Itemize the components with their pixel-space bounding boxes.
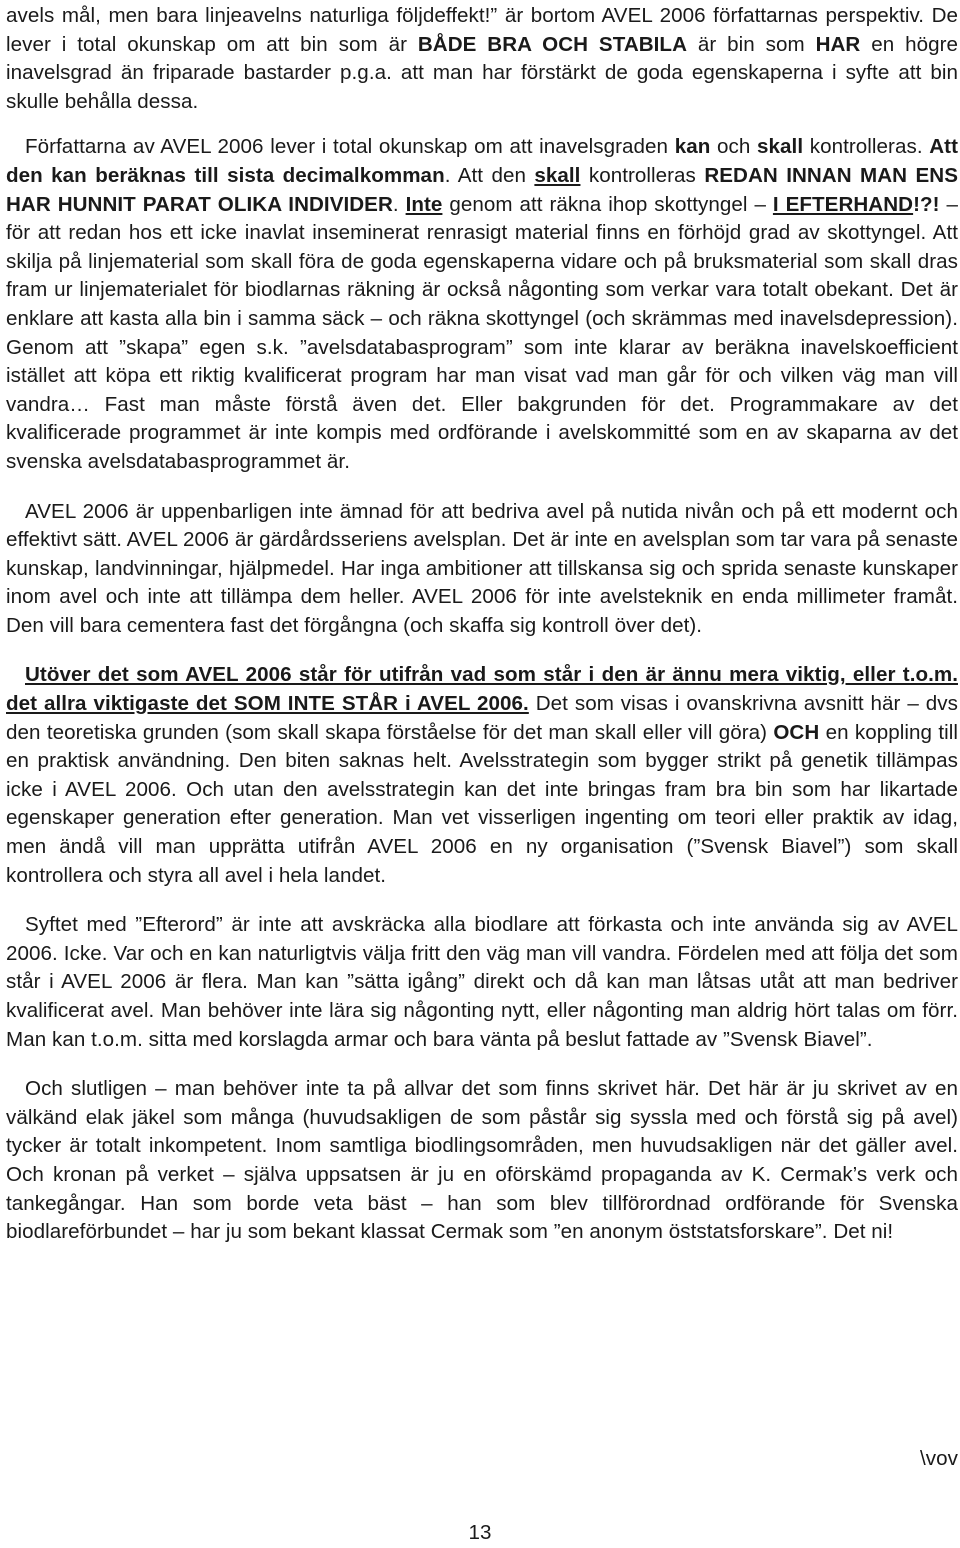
paragraph-6: Och slutligen – man behöver inte ta på allvar det som finns skrivet här. Det här är ju skrivet av en välkänd elak jäkel som många (huvudsakligen de som påstår sig syssla med och förstå sig på avel) tycker är totalt inkompetent. Inom samtliga biodlingsområden, men huvudsakligen när det gäller avel. Och kronan på verket – själva uppsatsen är ju en oförskämd propaganda av K. Cermak’s verk och tankegångar. Han som borde veta bäst – han som blev tillförordnad ordförande för Svenska biodlareförbundet – har ju som bekant klassat Cermak som ”en anonym öststatsforskare”. Det ni! <box>6 1077 958 1244</box>
author-signature: \vov <box>920 1447 958 1470</box>
paragraph-3: AVEL 2006 är uppenbarligen inte ämnad för att bedriva avel på nutida nivån och på ett modernt och effektivt sätt. AVEL 2006 är gärdårdsseriens avelsplan. Det är inte en avelsplan som tar vara på senaste kunskap, landvinningar, hjälpmedel. Har inga ambitioner att tillskansa sig och sprida senaste kunskaper inom avel och inte att tillämpa dem heller. AVEL 2006 för inte avelsteknik en enda millimeter framåt. Den vill bara cementera fast det förgångna (och skaffa sig kontroll över det). <box>6 499 958 637</box>
paragraph-2: Författarna av AVEL 2006 lever i total okunskap om att inavelsgraden kan och skall kontrolleras. Att den kan beräknas till sista decimalkomman. Att den skall kontrolleras REDAN INNAN MAN ENS HAR HUNNIT PARAT OLIKA INDIVIDER. Inte genom att räkna ihop skottyngel – I EFTERHAND!?! – för att redan hos ett icke inavlat inseminerat renrasigt material finns en förhöjd grad av skottyngel. Att skilja på linjematerial som skall föra de goda egenskaperna vidare och på bruksmaterial som skall dras fram ur linjematerialet för biodlarnas räkning är också någonting som verkar vara totalt obekant. Det är enklare att kasta alla bin i samma säck – och räkna skottyngel (och skrämmas med inavelsdepression). Genom att ”skapa” egen s.k. ”avelsdatabasprogram” som inte klarar av beräkna inavelskoefficient istället att köpa ett riktig kvalificerat program har man visat vad man går för och vilken väg man vill vandra… Fast man måste förstå även det. Eller bakgrunden för det. Programmakare av det kvalificerade programmet är inte kompis med ordförande i avelskommitté som en av skaparna av det svenska avelsdatabasprogrammet är. <box>6 135 958 473</box>
paragraph-5: Syftet med ”Efterord” är inte att avskräcka alla biodlare att förkasta och inte använda sig av AVEL 2006. Icke. Var och en kan naturligtvis välja fritt den väg man vill vandra. Fördelen med att följa det som står i AVEL 2006 är flera. Man kan ”sätta igång” direkt och då kan man låtsas utåt att man bedriver kvalificerat avel. Man behöver inte lära sig någonting nytt, eller någonting man aldrig hört talas om förr. Man kan t.o.m. sitta med korslagda armar och bara vänta på beslut fattade av ”Svensk Biavel”. <box>6 913 958 1051</box>
paragraph-4: Utöver det som AVEL 2006 står för utifrån vad som står i den är ännu mera viktig, eller t.o.m. det allra viktigaste det SOM INTE STÅR i AVEL 2006. Det som visas i ovanskrivna avsnitt här – dvs den teoretiska grunden (som skall skapa förståelse för det man skall eller vill göra) OCH en koppling till en praktisk användning. Den biten saknas helt. Avelsstrategin som bygger strikt på genetik tillämpas icke i AVEL 2006. Och utan den avelsstrategin kan det inte bringas fram bra bin som har likartade egenskaper generation efter generation. Man vet visserligen ingenting om teori eller praktik av idag, men ändå vill man upprätta utifrån AVEL 2006 en ny organisation (”Svensk Biavel”) som skall kontrollera och styra all avel i hela landet. <box>6 663 958 887</box>
paragraph-1: avels mål, men bara linjeavelns naturliga följdeffekt!” är bortom AVEL 2006 författarnas perspektiv. De lever i total okunskap om att bin som är BÅDE BRA OCH STABILA är bin som HAR en högre inavelsgrad än friparade bastarder p.g.a. att man har förstärkt de goda egenskaperna i syfte att bin skulle behålla dessa. <box>6 4 958 113</box>
page-number: 13 <box>468 1521 492 1544</box>
